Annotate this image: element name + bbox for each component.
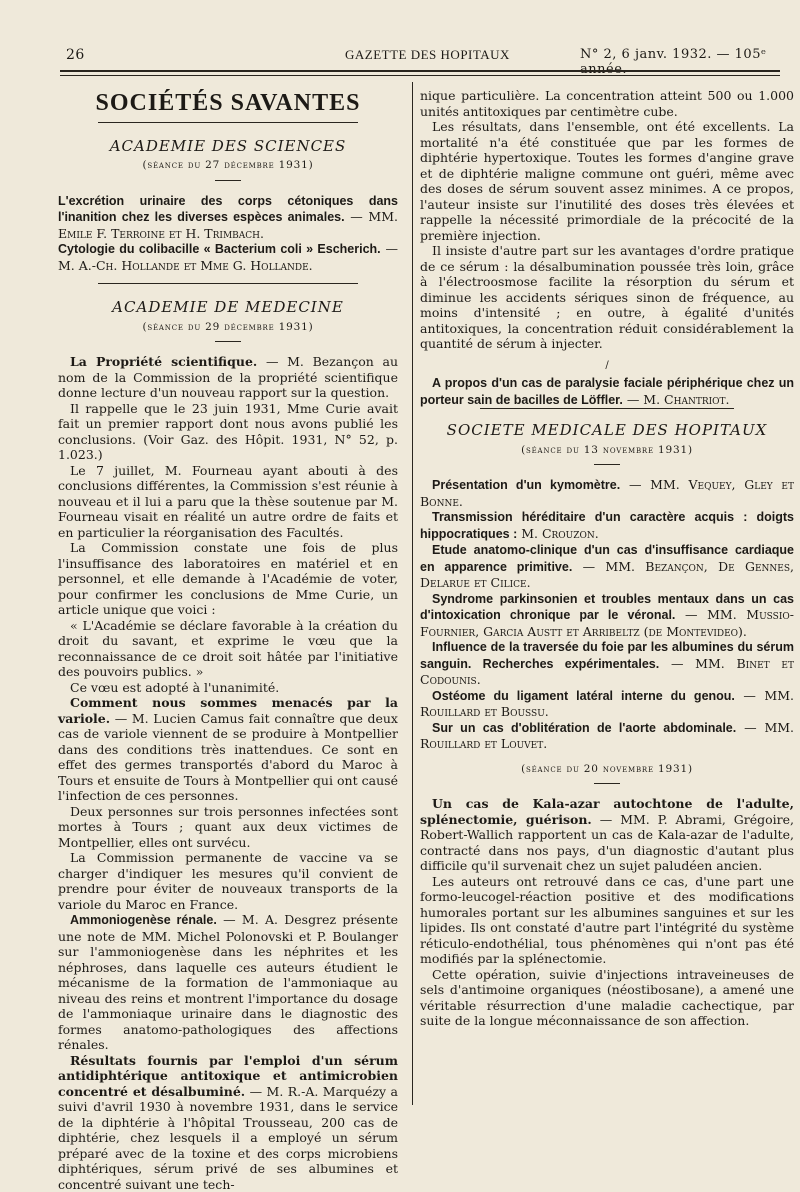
communication (420, 720, 794, 752)
paragraph: Les auteurs ont retrouvé dans ce cas, d'une part une formo-leucogel-réaction positive et des modifications humorales portant sur les albumines sanguines et sur les lipides. Ils ont constaté d'autre part l'intégrité du système réticulo-endothélial, tous phénomènes qui n'ont pas été modifiés par la splénectomie. (420, 874, 794, 967)
seance-date: (séance du 27 décembre 1931) (58, 158, 398, 174)
paragraph: Il rappelle que le 23 juin 1931, Mme Curie avait fait un premier rapport dont nous avons publié les conclusions. (Voir Gaz. des Hôpit. 1931, N° 52, p. 1.023.) (58, 401, 398, 463)
communication-authors: — MM. Rouillard et Louvet. (420, 720, 794, 752)
separator (594, 464, 620, 465)
separator (215, 180, 241, 181)
communication-title: Syndrome parkinsonien et troubles mentaux dans un cas d'intoxication chronique par le véronal. (420, 592, 794, 623)
title-rule (98, 122, 358, 123)
communication-authors: — M. A.-Ch. Hollande et Mme G. Hollande. (58, 241, 398, 273)
communication (420, 542, 794, 591)
communication-title: Comment nous sommes menacés par la variole. (58, 695, 398, 726)
communication-authors: — MM. Mussio-Fournier, Garcia Austt et Arribeltz (de Montevideo). (420, 607, 794, 639)
communication-authors: — MM. Rouillard et Boussu. (420, 688, 794, 720)
communication-authors: — MM. Vequey, Gley et Bonne. (420, 477, 794, 509)
communication-title: Cytologie du colibacille « Bacterium coli » Escherich. (58, 242, 381, 256)
paragraph: Le 7 juillet, M. Fourneau ayant abouti à des conclusions différentes, la Commission s'est réunie à nouveau et il lui a paru que la thèse soutenue par M. Fourneau visait en réalité un autre ordre de faits et en particulier la réorganisation des Facultés. (58, 463, 398, 541)
communication (58, 1053, 398, 1192)
paragraph: Il insiste d'autre part sur les avantages d'ordre pratique de ce sérum : la désalbumination poussée très loin, grâce à l'électroosmose facilite la résorption du sérum et diminue les accidents sériques sinon de fréquence, au moins d'intensité ; en outre, à égalité d'unités antitoxiques, la concentration réduit considérablement la quantité de sérum à injecter. (420, 243, 794, 352)
communication (58, 695, 398, 804)
communication-authors: — MM. Binet et Codounis. (420, 656, 794, 688)
communication-authors: — MM. Bezançon, De Gennes, Delarue et Cilice. (420, 559, 794, 591)
running-header (60, 40, 782, 70)
header-rule-thin (60, 75, 780, 76)
paragraph: « L'Académie se déclare favorable à la création du droit du savant, et exprime le vœu que la reconnaissance de ce droit soit hâtée par l'initiative des pouvoirs publics. » (58, 618, 398, 680)
paragraph: — M. A. Desgrez présente une note de MM. Michel Polonovski et P. Boulanger sur l'ammoniogenèse dans les néphrites et les néphroses, dans laquelle ces auteurs étudient le mécanisme de la formation de l'ammoniaque au niveau des reins et montrent l'importance du dosage de l'ammoniaque urinaire dans le diagnostic des formes anatomo-pathologiques des affections rénales. (58, 912, 398, 1052)
journal-title: GAZETTE DES HOPITAUX (345, 47, 510, 63)
communication-title: Un cas de Kala-azar autochtone de l'adulte, splénectomie, guérison. (420, 796, 794, 827)
section-rule (98, 283, 358, 284)
left-column (58, 88, 398, 1192)
communication (420, 796, 794, 874)
communication (58, 193, 398, 242)
communication-title: Sur un cas d'oblitération de l'aorte abdominale. (432, 721, 736, 735)
issue-date: N° 2, 6 janv. 1932. — 105ᵉ année. (580, 47, 782, 77)
separator-mark: / (420, 358, 794, 374)
society-name: ACADEMIE DES SCIENCES (58, 139, 398, 155)
communication-title: Transmission héréditaire d'un caractère acquis : doigts hippocratiques : (420, 510, 794, 541)
communication-title: L'excrétion urinaire des corps cétoniques dans l'inanition chez les diverses espèces animales. (58, 194, 398, 225)
paragraph: Ce vœu est adopté à l'unanimité. (58, 680, 398, 696)
right-column (420, 88, 794, 1029)
paragraph: La Commission permanente de vaccine va se charger d'indiquer les mesures qu'il convient de prendre pour éviter de nouveaux transports de la variole du Maroc en France. (58, 850, 398, 912)
communication (420, 509, 794, 542)
seance-date: (séance du 20 novembre 1931) (420, 762, 794, 778)
paragraph: nique particulière. La concentration atteint 500 ou 1.000 unités antitoxiques par centimètre cube. (420, 88, 794, 119)
society-name: SOCIETE MEDICALE DES HOPITAUX (420, 423, 794, 439)
communication-authors: — M. Chantriot. (627, 392, 730, 407)
paragraph: — M. Lucien Camus fait connaître que deux cas de variole viennent de se produire à Montpellier dans des conditions très inattendues. Ce sont en effet des germes transportés d'abord du Maroc à Tours et ensuite de Tours à Montpellier qui ont causé l'infection de ces personnes. (58, 711, 398, 804)
communication-title: A propos d'un cas de paralysie faciale périphérique chez un porteur sain de bacilles de Löffler. (420, 376, 794, 407)
communication (58, 241, 398, 273)
paragraph: — M. Bezançon au nom de la Commission de la propriété scientifique donne lecture d'un nouveau rapport sur la question. (58, 354, 398, 400)
communication (420, 639, 794, 688)
communication-authors: — MM. Emile F. Terroine et H. Trimbach. (58, 209, 398, 241)
paragraph: Les résultats, dans l'ensemble, ont été excellents. La mortalité n'a été constituée que par les formes de diphtérie hypertoxique. Toutes les formes d'angine grave et de diphtérie maligne commune ont guéri, même avec des doses de sérum souvent assez minimes. A ce propos, l'auteur insiste sur l'inutilité des doses très élevées et rappelle la nécessité primordiale de la précocité de la première injection. (420, 119, 794, 243)
communication-title: Présentation d'un kymomètre. (432, 478, 620, 492)
communication (58, 912, 398, 1053)
communication-title: Résultats fournis par l'emploi d'un sérum antidiphtérique antitoxique et antimicrobien concentré et désalbuminé. (58, 1053, 398, 1099)
communication (58, 354, 398, 401)
seance-date: (séance du 29 décembre 1931) (58, 320, 398, 336)
communication-title: La Propriété scientifique. (70, 354, 257, 369)
paragraph: — MM. P. Abrami, Grégoire, Robert-Wallich rapportent un cas de Kala-azar de l'adulte, contracté dans nos pays, d'un diagnostic d'autant plus difficile qu'il survenait chez un sujet paludéen ancien. (420, 812, 794, 874)
society-name: ACADEMIE DE MEDECINE (58, 300, 398, 316)
page-number: 26 (66, 47, 85, 63)
paragraph: Cette opération, suivie d'injections intraveineuses de sels d'antimoine organiques (néostibosane), a amené une véritable résurrection d'une maladie cachectique, par suite de la longue méconnaissance de son affection. (420, 967, 794, 1029)
communication-title: Etude anatomo-clinique d'un cas d'insuffisance cardiaque en apparence primitive. (420, 543, 794, 574)
communication-title: Ostéome du ligament latéral interne du genou. (432, 689, 735, 703)
communication (420, 591, 794, 640)
communication (420, 375, 794, 408)
seance-date: (séance du 13 novembre 1931) (420, 443, 794, 459)
paragraph: La Commission constate une fois de plus l'insuffisance des laboratoires en matériel et en personnel, et elle demande à l'Académie de voter, pour confirmer les conclusions de Mme Curie, un article unique que voici : (58, 540, 398, 618)
paragraph: — M. R.-A. Marquézy a suivi d'avril 1930 à novembre 1931, dans le service de la diphtérie à l'hôpital Trousseau, 200 cas de diphtérie, chez lesquels il a employé un sérum préparé avec de la toxine et des corps microbiens diphtériques, sérum privé de ses albumines et concentré suivant une tech- (58, 1084, 398, 1192)
communication (420, 688, 794, 720)
section-rule (480, 408, 734, 409)
separator (594, 783, 620, 784)
communication-title: Ammoniogenèse rénale. (70, 913, 217, 927)
communication-authors: M. Crouzon. (521, 526, 599, 541)
column-divider (412, 82, 413, 1105)
communication-title: Influence de la traversée du foie par les albumines du sérum sanguin. Recherches expérimentales. (420, 640, 794, 671)
paragraph: Deux personnes sur trois personnes infectées sont mortes à Tours ; quant aux deux victimes de Montpellier, elles ont survécu. (58, 804, 398, 851)
communication (420, 477, 794, 509)
separator (215, 341, 241, 342)
header-rule (60, 70, 780, 72)
section-title: SOCIÉTÉS SAVANTES (58, 96, 398, 112)
